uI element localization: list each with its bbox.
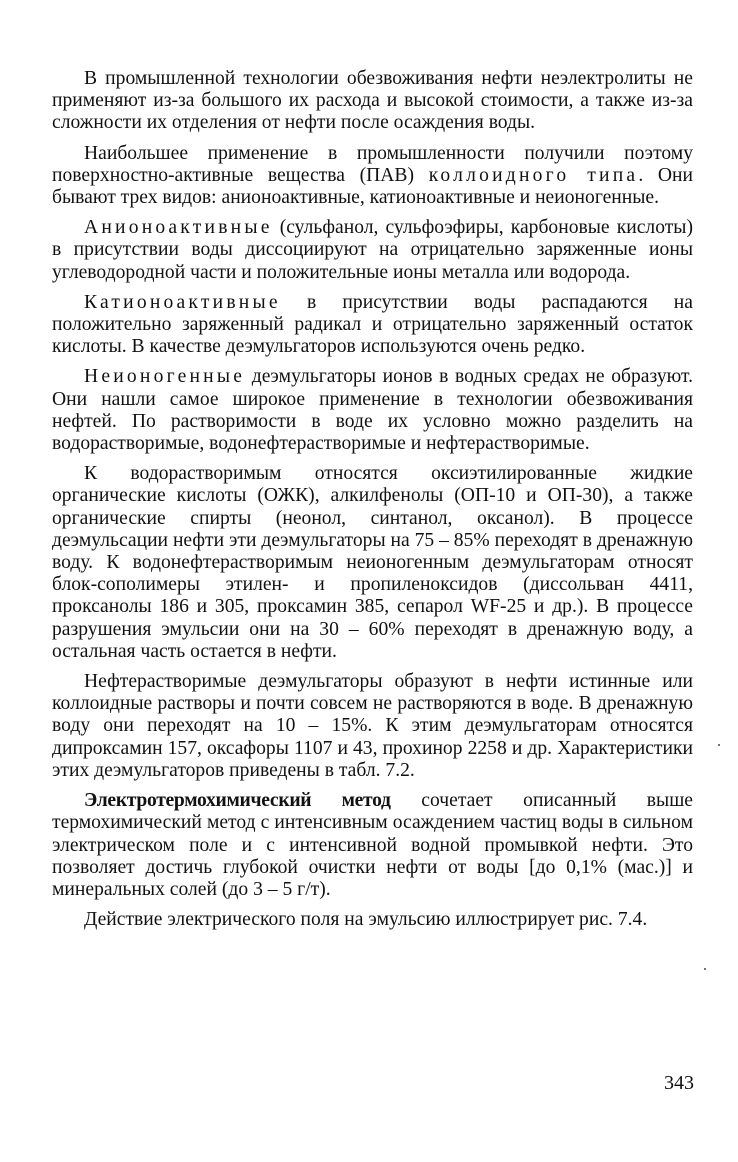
scan-speck <box>718 744 720 746</box>
nonionic-term: Неионогенные <box>84 366 246 388</box>
paragraph-electric-field: Действие электрического поля на эмульсию иллюстрирует рис. 7.4. <box>84 909 648 931</box>
colloidal-type-term: коллоидного типа <box>428 164 639 186</box>
paragraph-anionic <box>52 217 693 284</box>
page-number: 343 <box>664 1072 694 1094</box>
paragraph-nonionic-text: деэмульгаторы ионов в водных средах не образуют. Они нашли самое широкое применение в технологии обезвоживания нефтей. По растворимости в воде их условно можно разделить на водорастворимые, водонефтерастворимые и нефтерастворимые. <box>52 366 693 455</box>
page-body <box>52 68 693 939</box>
electrothermochemical-method-term: Электротермохимический метод <box>84 790 391 812</box>
anionic-term: Анионоактивные <box>84 217 273 239</box>
paragraph-water-soluble: К водорастворимым относятся оксиэтилированные жидкие органические кислоты (ОЖК), алкилфенолы (ОП-10 и ОП-30), а также органические спирты (неонол, синтанол, оксанол). В процессе деэмульсации нефти эти деэмульгаторы на 75 – 85% переходят в дренажную воду. К водонефтерастворимым неионогенным деэмульгаторам относят блок-сополимеры этилен- и пропиленоксидов (диссольван 4411, проксанолы 186 и 305, проксамин 385, сепарол WF-25 и др.). В процессе разрушения эмульсии они на 30 – 60% переходят в дренажную воду, а остальная часть остается в нефти. <box>52 463 693 662</box>
paragraph-electrothermochemical <box>52 790 693 901</box>
cationic-term: Катионоактивные <box>84 291 281 313</box>
paragraph-nonionic <box>52 366 693 455</box>
paragraph-anionic-text: (сульфанол, сульфоэфиры, карбоновые кислоты) в присутствии воды диссоциируют на отрицательно заряженные ионы углеводородной части и положительные ионы металла или водорода. <box>52 217 693 283</box>
paragraph-surfactants <box>52 143 693 210</box>
paragraph-electrothermochemical-text: сочетает описанный выше термохимический метод с интенсивным осаждением частиц воды в сильном электрическом поле и с интенсивной водной промывкой нефти. Это позволяет достичь глубокой очистки нефти от воды [до 0,1% (мас.)] и минеральных солей (до 3 – 5 г/т). <box>52 790 694 900</box>
paragraph-electrolytes: В промышленной технологии обезвоживания нефти неэлектролиты не применяют из-за большого их расхода и высокой стоимости, а также из-за сложности их отделения от нефти после осаждения воды. <box>52 68 693 134</box>
paragraph-cationic <box>52 292 693 359</box>
paragraph-surfactants-text-start: Наибольшее применение в промышленности получили поэтому поверхностно-активные вещества (ПАВ) <box>52 142 693 186</box>
paragraph-surfactants-text-end: . Они бывают трех видов: анионоактивные, катионоактивные и неионогенные. <box>52 164 694 209</box>
scan-speck <box>704 968 706 970</box>
paragraph-cationic-text: в присутствии воды распадаются на положительно заряженный радикал и отрицательно заряженный остаток кислоты. В качестве деэмульгаторов используются очень редко. <box>52 291 693 358</box>
paragraph-oil-soluble: Нефтерастворимые деэмульгаторы образуют в нефти истинные или коллоидные растворы и почти совсем не растворяются в воде. В дренажную воду они переходят на 10 – 15%. К этим деэмульгаторам относятся дипроксамин 157, оксафоры 1107 и 43, прохинор 2258 и др. Характеристики этих деэмульгаторов приведены в табл. 7.2. <box>52 671 693 781</box>
